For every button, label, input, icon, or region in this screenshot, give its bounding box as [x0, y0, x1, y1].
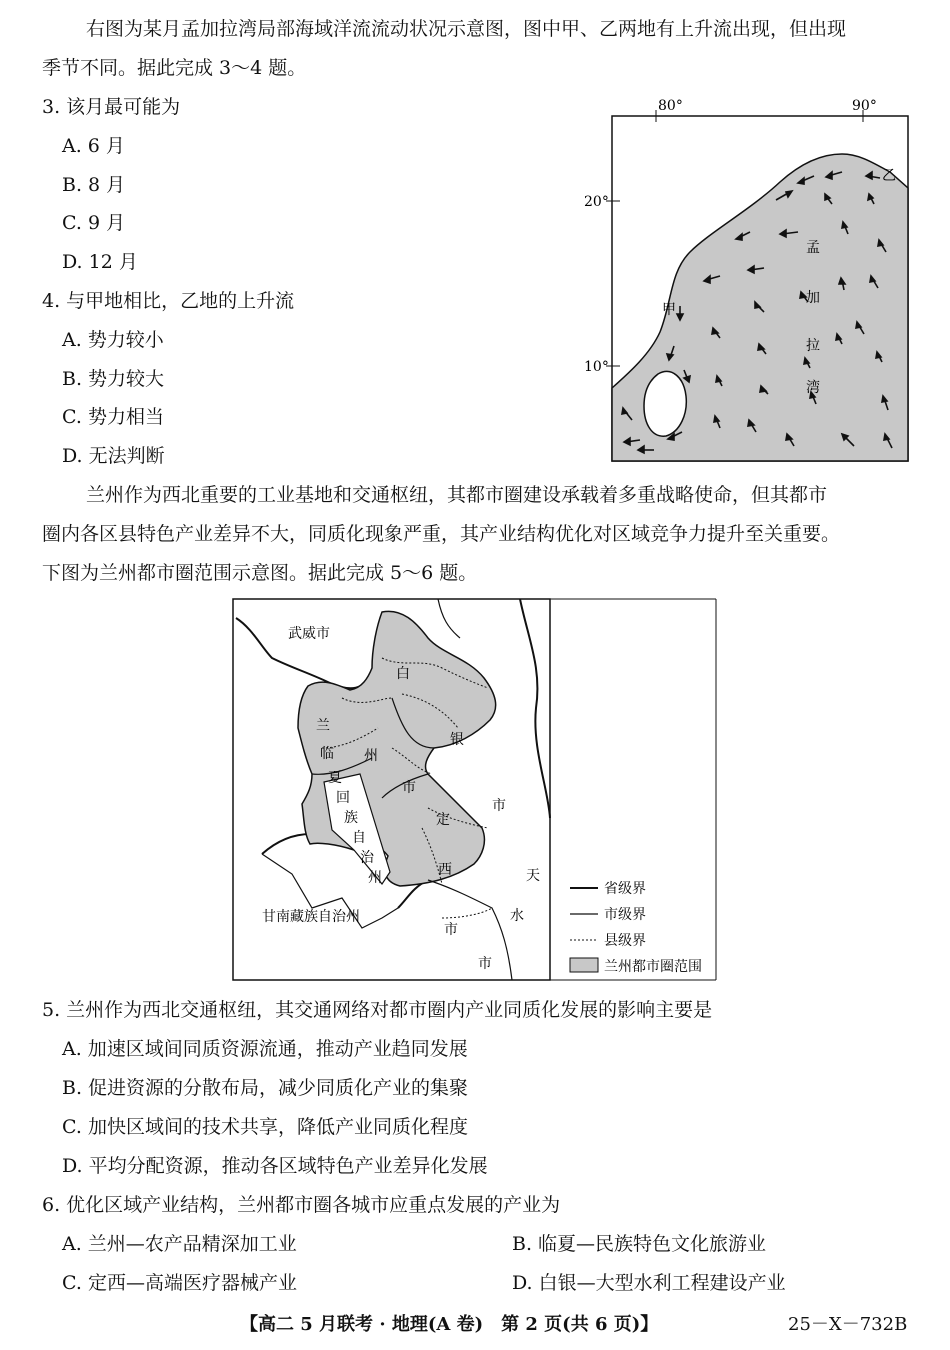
lat-label-20: 20° [584, 194, 609, 210]
bay-of-bengal-map [580, 92, 915, 467]
q3-stem: 3. 该月最可能为 [42, 96, 181, 118]
lanzhou-metro-map [232, 598, 722, 982]
legend-label-city: 市级界 [604, 907, 646, 923]
label-shi-right: 市 [492, 798, 506, 814]
label-shi-bottom: 市 [444, 922, 458, 938]
q4-option-b: B. 势力较大 [62, 368, 165, 390]
q3-option-b: B. 8 月 [62, 174, 126, 196]
place-label-yi: 乙 [882, 168, 896, 184]
label-linxia-1: 临 [320, 746, 334, 762]
intro2-line1: 兰州作为西北重要的工业基地和交通枢纽，其都市圈建设承载着多重战略使命，但其都市 [86, 484, 828, 506]
lat-label-10: 10° [584, 359, 609, 375]
label-baiyin-2: 银 [450, 732, 464, 748]
label-linxia-4: 族 [344, 810, 358, 826]
label-tianshui-2: 水 [510, 908, 524, 924]
bay-char-4: 湾 [806, 380, 820, 396]
label-lanzhou-3: 市 [402, 780, 416, 796]
q5-option-a: A. 加速区域间同质资源流通，推动产业趋同发展 [62, 1038, 468, 1060]
label-linxia-6: 治 [360, 850, 374, 866]
q3-option-d: D. 12 月 [62, 251, 138, 273]
q4-option-c: C. 势力相当 [62, 406, 164, 428]
legend-label-province: 省级界 [604, 881, 646, 897]
q6-option-c: C. 定西—高端医疗器械产业 [62, 1272, 297, 1294]
label-tianshui-1: 天 [526, 868, 540, 884]
q3-option-c: C. 9 月 [62, 212, 126, 234]
label-linxia-5: 自 [352, 830, 366, 846]
q3-option-a: A. 6 月 [62, 135, 125, 157]
page-footer: 【高二 5 月联考 · 地理(A 卷) 第 2 页(共 6 页)】 [240, 1314, 659, 1335]
q4-stem: 4. 与甲地相比，乙地的上升流 [42, 290, 295, 312]
legend-label-metro: 兰州都市圈范围 [604, 959, 702, 975]
legend-label-county: 县级界 [604, 933, 646, 949]
label-linxia-2: 夏 [328, 770, 342, 786]
label-wuwei: 武威市 [288, 626, 330, 642]
q6-option-b: B. 临夏—民族特色文化旅游业 [512, 1233, 767, 1255]
label-tianshui-3: 市 [478, 956, 492, 972]
label-dingxi-2: 西 [438, 862, 452, 878]
q6-stem: 6. 优化区域产业结构，兰州都市圈各城市应重点发展的产业为 [42, 1194, 561, 1216]
q5-option-c: C. 加快区域间的技术共享，降低产业同质化程度 [62, 1116, 468, 1138]
lon-label-80: 80° [658, 98, 683, 114]
label-baiyin-1: 白 [396, 666, 410, 682]
bay-char-1: 孟 [806, 240, 820, 256]
lon-label-90: 90° [852, 98, 877, 114]
label-linxia-3: 回 [336, 790, 350, 806]
label-gannan: 甘南藏族自治州 [262, 909, 360, 925]
place-label-jia: 甲 [662, 302, 676, 318]
q6-option-a: A. 兰州—农产品精深加工业 [62, 1233, 297, 1255]
intro2-line2: 圈内各区县特色产业差异不大，同质化现象严重，其产业结构优化对区域竞争力提升至关重要。 [42, 523, 841, 545]
q6-option-d: D. 白银—大型水利工程建设产业 [512, 1272, 786, 1294]
legend-symbol-metro [570, 958, 598, 972]
map-legend [570, 880, 702, 975]
exam-code: 25－X－732B [788, 1314, 908, 1335]
q5-option-b: B. 促进资源的分散布局，减少同质化产业的集聚 [62, 1077, 469, 1099]
intro2-line3: 下图为兰州都市圈范围示意图。据此完成 5～6 题。 [42, 562, 478, 584]
bay-char-2: 加 [806, 290, 820, 306]
label-lanzhou-2: 州 [364, 748, 378, 764]
label-linxia-7: 州 [368, 870, 382, 886]
label-lanzhou-1: 兰 [316, 718, 330, 734]
intro1-line1: 右图为某月孟加拉湾局部海域洋流流动状况示意图，图中甲、乙两地有上升流出现，但出现 [86, 18, 847, 40]
q5-option-d: D. 平均分配资源，推动各区域特色产业差异化发展 [62, 1155, 488, 1177]
q5-stem: 5. 兰州作为西北交通枢纽，其交通网络对都市圈内产业同质化发展的影响主要是 [42, 999, 713, 1021]
q4-option-d: D. 无法判断 [62, 445, 165, 467]
intro1-line2: 季节不同。据此完成 3～4 题。 [42, 57, 307, 79]
label-dingxi-1: 定 [436, 812, 450, 828]
bay-char-3: 拉 [806, 338, 820, 354]
q4-option-a: A. 势力较小 [62, 329, 164, 351]
